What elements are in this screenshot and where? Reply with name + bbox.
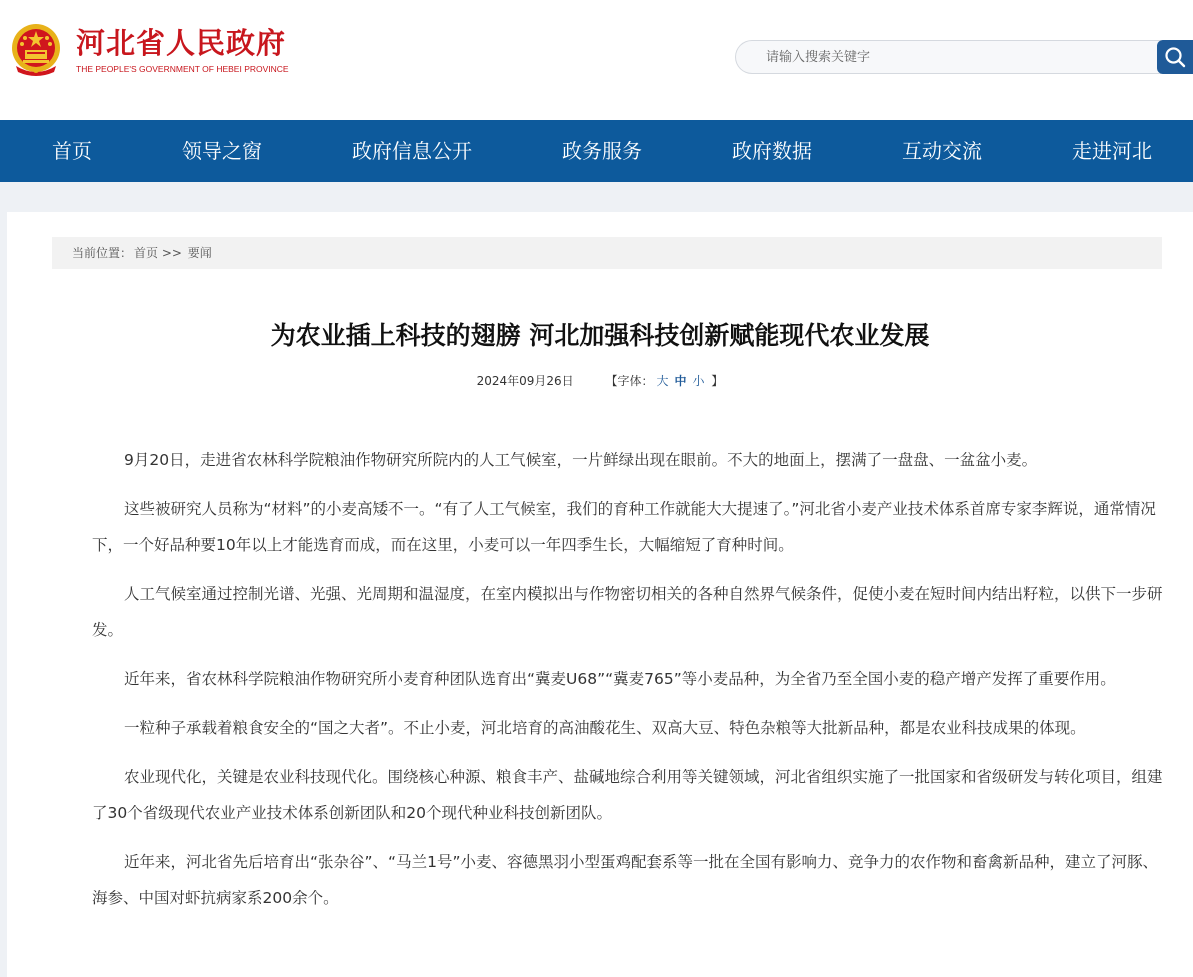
- site-logo[interactable]: [10, 22, 289, 78]
- main-nav: [0, 120, 1193, 182]
- search-icon: [1164, 46, 1186, 68]
- search-input[interactable]: [735, 40, 1161, 74]
- article-paragraph: 一粒种子承载着粮食安全的“国之大者”。不止小麦，河北培育的高油酸花生、双高大豆、特色杂粮等大批新品种，都是农业科技成果的体现。: [124, 719, 1086, 737]
- search-bar: [735, 40, 1193, 74]
- article-paragraph: 人工气候室通过控制光谱、光强、光周期和温湿度，在室内模拟出与作物密切相关的各种自然界气候条件，促使小麦在短时间内结出籽粒，以供下一步研发。: [92, 585, 1163, 639]
- national-emblem-icon: [10, 22, 62, 78]
- nav-item-interaction[interactable]: 互动交流: [902, 139, 982, 163]
- font-size-medium-button[interactable]: 中: [674, 374, 687, 388]
- article-container: [7, 212, 1193, 977]
- article-title: 为农业插上科技的翅膀 河北加强科技创新赋能现代农业发展: [270, 321, 930, 350]
- article-meta: [7, 372, 1193, 389]
- site-header: [0, 0, 1193, 120]
- breadcrumb-home-link[interactable]: 首页: [134, 246, 159, 260]
- font-size-label-suffix: 】: [711, 374, 724, 388]
- article-paragraph: 近年来，河北省先后培育出“张杂谷”、“马兰1号”小麦、容德黑羽小型蛋鸡配套系等一批在全国有影响力、竞争力的农作物和畜禽新品种，建立了河豚、海参、中国对虾抗病家系200余个。: [92, 853, 1158, 907]
- breadcrumb-label: 当前位置：: [72, 246, 133, 260]
- site-title: 河北省人民政府: [76, 26, 287, 60]
- article-body: [92, 442, 1167, 929]
- font-size-small-button[interactable]: 小: [692, 374, 705, 388]
- site-subtitle: THE PEOPLE'S GOVERNMENT OF HEBEI PROVINCE: [76, 64, 289, 74]
- breadcrumb: [52, 237, 1162, 269]
- search-button[interactable]: [1157, 40, 1193, 74]
- breadcrumb-current-link[interactable]: 要闻: [187, 246, 212, 260]
- nav-item-home[interactable]: 首页: [52, 139, 92, 163]
- font-size-label-prefix: 【字体：: [605, 374, 654, 388]
- article-paragraph: 农业现代化，关键是农业科技现代化。围绕核心种源、粮食丰产、盐碱地综合利用等关键领域，河北省组织实施了一批国家和省级研发与转化项目，组建了30个省级现代农业产业技术体系创新团队和20个现代种业科技创新团队。: [92, 768, 1163, 822]
- article-paragraph: 9月20日，走进省农林科学院粮油作物研究所院内的人工气候室，一片鲜绿出现在眼前。不大的地面上，摆满了一盘盘、一盆盆小麦。: [124, 451, 1038, 469]
- nav-item-gov-data[interactable]: 政府数据: [732, 139, 812, 163]
- article-paragraph: 这些被研究人员称为“材料”的小麦高矮不一。“有了人工气候室，我们的育种工作就能大大提速了。”河北省小麦产业技术体系首席专家李辉说，通常情况下，一个好品种要10年以上才能选育而成，而在这里，小麦可以一年四季生长，大幅缩短了育种时间。: [92, 500, 1156, 554]
- nav-item-gov-services[interactable]: 政务服务: [562, 139, 642, 163]
- nav-item-about-hebei[interactable]: 走进河北: [1072, 139, 1152, 163]
- font-size-large-button[interactable]: 大: [656, 374, 669, 388]
- nav-item-info-disclosure[interactable]: 政府信息公开: [352, 139, 472, 163]
- article-paragraph: 近年来，省农林科学院粮油作物研究所小麦育种团队选育出“冀麦U68”“冀麦765”等小麦品种，为全省乃至全国小麦的稳产增产发挥了重要作用。: [124, 670, 1116, 688]
- breadcrumb-separator: >>: [161, 246, 182, 260]
- nav-item-leaders[interactable]: 领导之窗: [182, 139, 262, 163]
- publish-date: 2024年09月26日: [476, 374, 574, 388]
